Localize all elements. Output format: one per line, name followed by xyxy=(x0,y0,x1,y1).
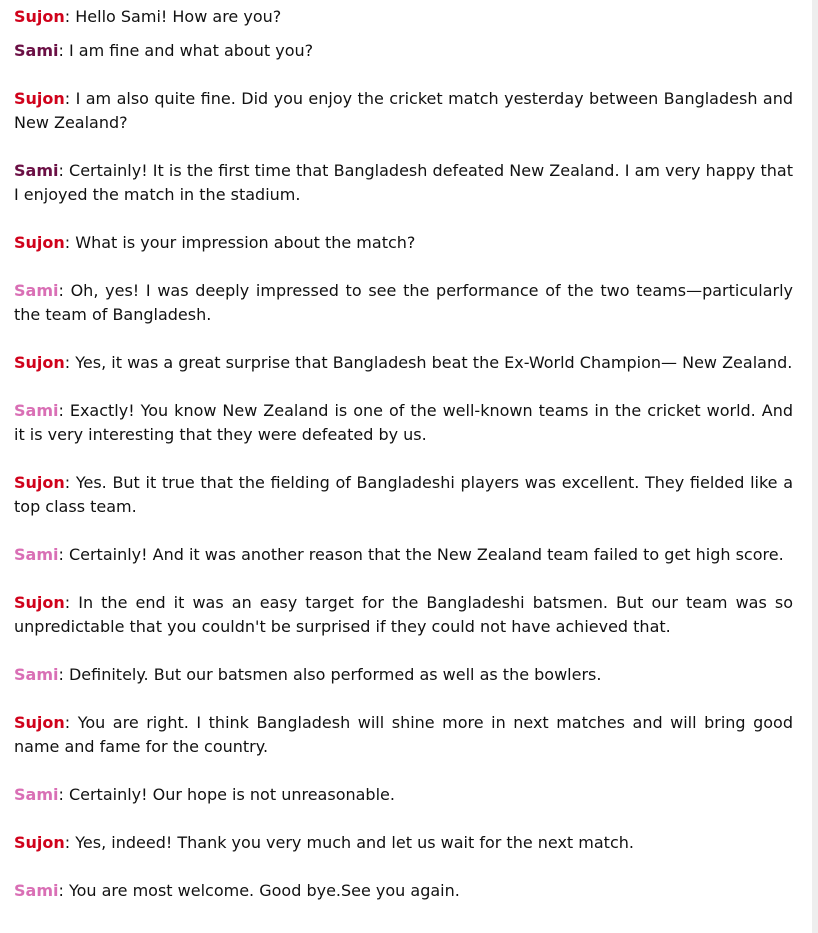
dialogue-line-6 xyxy=(14,279,793,327)
speaker-name-sujon: Sujon xyxy=(14,713,65,732)
speaker-name-sami: Sami xyxy=(14,545,59,564)
dialogue-text: : You are right. I think Bangladesh will shine more in next matches and will bring good name and fame for the country. xyxy=(14,713,793,756)
dialogue-text: : Oh, yes! I was deeply impressed to see the performance of the two teams—particularly the team of Bangladesh. xyxy=(14,281,793,324)
dialogue-text: : I am fine and what about you? xyxy=(58,41,314,60)
dialogue-text: : Certainly! And it was another reason that the New Zealand team failed to get high score. xyxy=(58,545,784,564)
dialogue-line-14 xyxy=(14,783,793,807)
dialogue-text: : Exactly! You know New Zealand is one of the well-known teams in the cricket world. And it is very interesting that they were defeated by us. xyxy=(14,401,793,444)
dialogue-text: : Certainly! It is the first time that Bangladesh defeated New Zealand. I am very happy that I enjoyed the match in the stadium. xyxy=(14,161,793,204)
speaker-name-sami: Sami xyxy=(14,665,59,684)
speaker-name-sujon: Sujon xyxy=(14,7,65,26)
speaker-name-sami: Sami xyxy=(14,161,59,180)
speaker-name-sujon: Sujon xyxy=(14,233,65,252)
dialogue-text: : Yes, indeed! Thank you very much and let us wait for the next match. xyxy=(64,833,634,852)
dialogue-line-8 xyxy=(14,399,793,447)
dialogue-text: : What is your impression about the match? xyxy=(64,233,416,252)
dialogue-line-7 xyxy=(14,351,793,375)
dialogue-text: : You are most welcome. Good bye.See you again. xyxy=(58,881,460,900)
dialogue-line-4 xyxy=(14,159,793,207)
dialogue-line-1 xyxy=(14,5,793,29)
dialogue-document xyxy=(14,5,793,903)
scrollbar-track[interactable] xyxy=(812,0,818,933)
dialogue-text: : I am also quite fine. Did you enjoy the cricket match yesterday between Bangladesh and New Zealand? xyxy=(14,89,793,132)
dialogue-text: : Yes. But it true that the fielding of Bangladeshi players was excellent. They fielded like a top class team. xyxy=(14,473,793,516)
speaker-name-sami: Sami xyxy=(14,281,59,300)
speaker-name-sujon: Sujon xyxy=(14,833,65,852)
dialogue-line-9 xyxy=(14,471,793,519)
dialogue-text: : Definitely. But our batsmen also performed as well as the bowlers. xyxy=(58,665,602,684)
speaker-name-sami: Sami xyxy=(14,401,59,420)
dialogue-line-11 xyxy=(14,591,793,639)
dialogue-line-2 xyxy=(14,39,793,63)
speaker-name-sujon: Sujon xyxy=(14,473,65,492)
speaker-name-sujon: Sujon xyxy=(14,593,65,612)
dialogue-line-5 xyxy=(14,231,793,255)
dialogue-line-13 xyxy=(14,711,793,759)
dialogue-text: : Hello Sami! How are you? xyxy=(64,7,282,26)
dialogue-text: : In the end it was an easy target for the Bangladeshi batsmen. But our team was so unpredictable that you couldn't be surprised if they could not have achieved that. xyxy=(14,593,793,636)
speaker-name-sami: Sami xyxy=(14,785,59,804)
dialogue-text: : Yes, it was a great surprise that Bangladesh beat the Ex-World Champion— New Zealand. xyxy=(64,353,793,372)
speaker-name-sami: Sami xyxy=(14,881,59,900)
speaker-name-sami: Sami xyxy=(14,41,59,60)
dialogue-line-16 xyxy=(14,879,793,903)
dialogue-line-15 xyxy=(14,831,793,855)
dialogue-line-3 xyxy=(14,87,793,135)
speaker-name-sujon: Sujon xyxy=(14,89,65,108)
speaker-name-sujon: Sujon xyxy=(14,353,65,372)
dialogue-line-12 xyxy=(14,663,793,687)
dialogue-line-10 xyxy=(14,543,793,567)
dialogue-text: : Certainly! Our hope is not unreasonable. xyxy=(58,785,395,804)
